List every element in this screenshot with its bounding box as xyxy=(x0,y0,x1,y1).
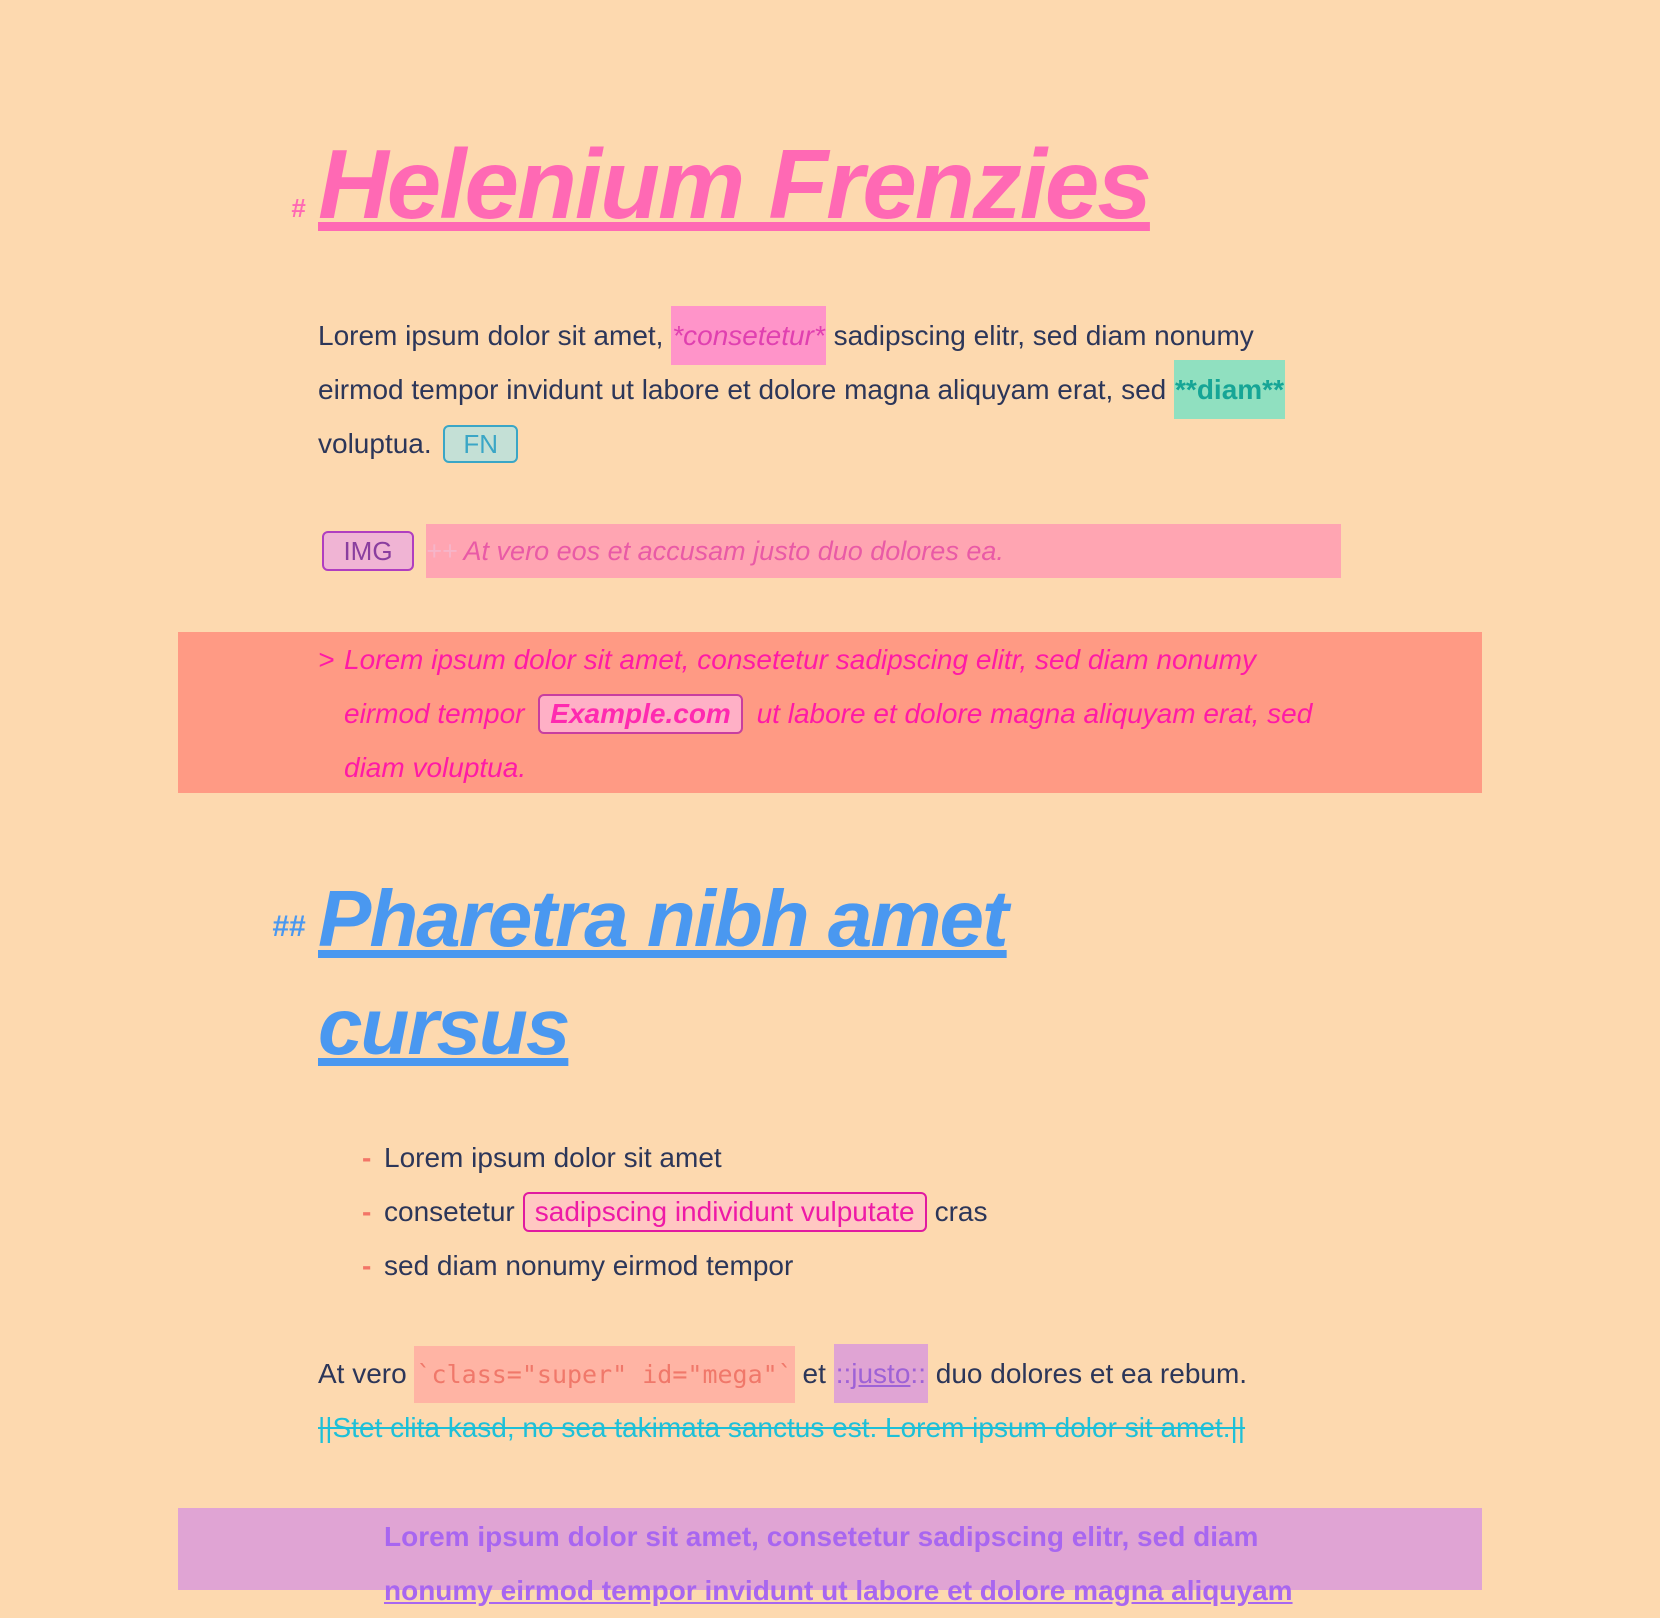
heading2-marker: ## xyxy=(272,910,306,943)
callout-line: nonumy eirmod tempor invidunt ut labore et dolore magna aliquyam xyxy=(384,1575,1293,1606)
list-dash: - xyxy=(362,1196,372,1227)
heading2-title xyxy=(318,865,1218,1081)
wiki-link-marker: :: xyxy=(835,1358,852,1389)
wiki-link-marker: :: xyxy=(910,1358,926,1389)
wiki-link-text[interactable]: justo xyxy=(851,1358,911,1389)
heading2-text: Pharetra nibh amet cursus xyxy=(318,874,1007,1071)
strikethrough-line: ||Stet clita kasd, no sea takimata sanctus est. Lorem ipsum dolor sit amet.|| xyxy=(318,1412,1246,1443)
list-item xyxy=(362,1185,1262,1239)
callout-block xyxy=(178,1508,1482,1606)
strong-chip: **diam** xyxy=(1174,360,1285,419)
paragraph-text: et xyxy=(794,1358,834,1389)
bullet-list xyxy=(362,1131,1262,1293)
wiki-link-chip[interactable] xyxy=(834,1344,928,1403)
link-example[interactable]: Example.com xyxy=(538,694,743,734)
image-badge[interactable]: IMG xyxy=(322,531,414,571)
blockquote-text xyxy=(318,633,1348,795)
list-item-text: cras xyxy=(934,1196,988,1227)
list-item-text: consetetur xyxy=(384,1196,515,1227)
list-item-text: sed diam nonumy eirmod tempor xyxy=(384,1250,794,1281)
list-item xyxy=(362,1239,1262,1293)
list-item xyxy=(362,1131,1262,1185)
inline-code: `class="super" id="mega"` xyxy=(414,1346,794,1403)
heading1-title: Helenium Frenzies xyxy=(318,129,1150,239)
image-caption xyxy=(426,524,1341,578)
paragraph-text: duo dolores et ea rebum. xyxy=(927,1358,1248,1389)
list-item-text: Lorem ipsum dolor sit amet xyxy=(384,1142,722,1173)
paragraph-2 xyxy=(318,1347,1338,1402)
image-plus-marker: ++ xyxy=(426,536,458,566)
paragraph-text: At vero xyxy=(318,1358,415,1389)
blockquote-body: ut labore et dolore magna aliquyam erat, sed diam voluptua. xyxy=(344,698,1313,783)
callout-line: Lorem ipsum dolor sit amet, consetetur sadipscing elitr, sed diam xyxy=(384,1521,1259,1552)
list-dash: - xyxy=(362,1142,372,1173)
paragraph-1 xyxy=(318,309,1338,471)
paragraph-text: sadipscing elitr, sed diam nonumy eirmod tempor invidunt ut labore et dolore magna aliquyam erat, sed xyxy=(318,320,1254,405)
paragraph-text: voluptua. xyxy=(318,428,432,459)
blockquote-body: Lorem ipsum dolor sit amet, consetetur sadipscing elitr, sed diam nonumy eirmod tempor xyxy=(344,644,1256,729)
highlight-badge[interactable]: sadipscing individunt vulputate xyxy=(523,1192,927,1232)
paragraph-text: Lorem ipsum dolor sit amet, xyxy=(318,320,672,351)
emphasis-chip: *consetetur* xyxy=(671,306,826,365)
footnote-badge[interactable]: FN xyxy=(443,425,518,463)
heading1-marker: # xyxy=(291,193,306,223)
image-caption-text: At vero eos et accusam justo duo dolores ea. xyxy=(463,536,1004,566)
blockquote-marker: > xyxy=(318,644,335,675)
list-dash: - xyxy=(362,1250,372,1281)
callout-text xyxy=(384,1510,1344,1618)
